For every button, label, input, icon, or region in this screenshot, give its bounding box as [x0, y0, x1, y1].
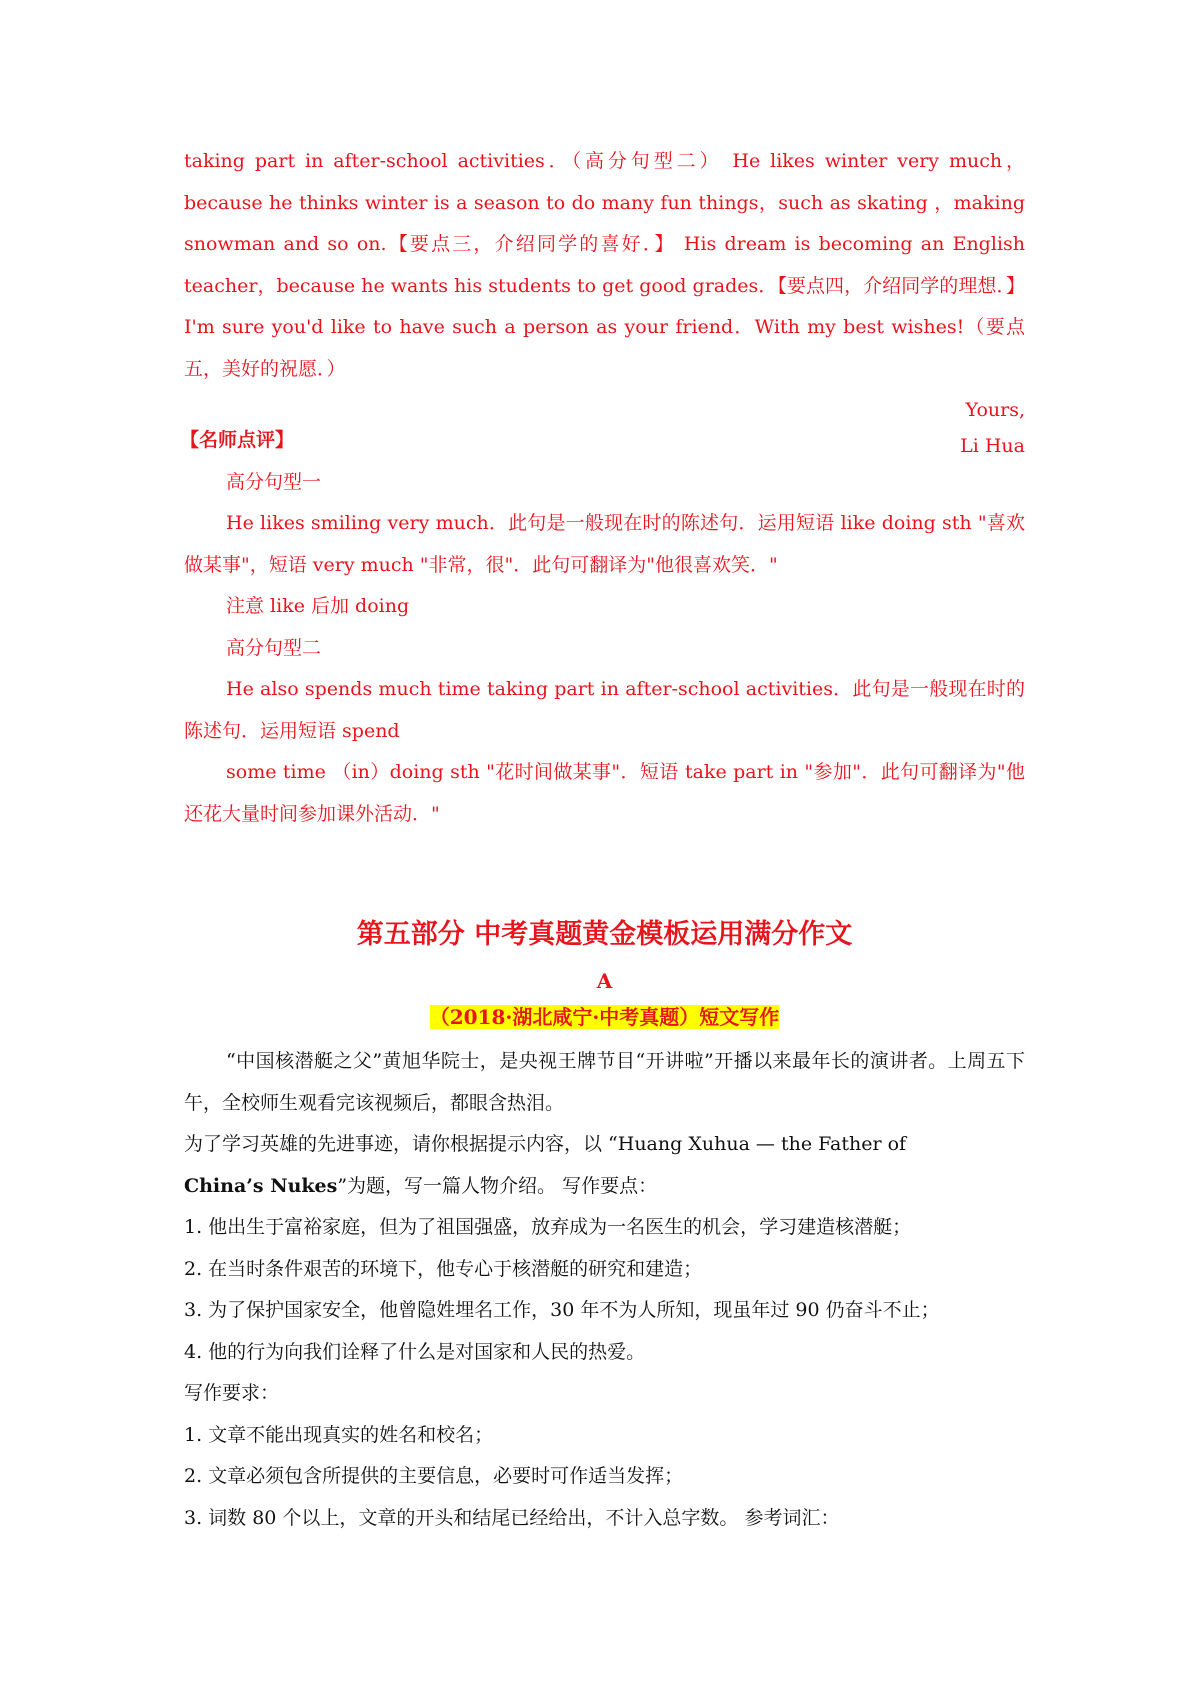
- task-prompt-bold: China’s Nukes: [184, 1174, 338, 1197]
- review-s1-label: 高分句型一: [226, 470, 322, 493]
- task-prompt-rest: ”为题，写一篇人物介绍。 写作要点：: [337, 1174, 658, 1197]
- requirement-2: 2. 文章必须包含所提供的主要信息，必要时可作适当发挥；: [184, 1465, 684, 1487]
- section-title: 第五部分 中考真题黄金模板运用满分作文: [356, 919, 853, 950]
- point-4: 4. 他的行为向我们诠释了什么是对国家和人民的热爱。: [184, 1340, 646, 1363]
- letter-block: [184, 141, 1025, 464]
- letter-closing: Yours,: [965, 399, 1025, 421]
- requirement-1: 1. 文章不能出现真实的姓名和校名；: [184, 1423, 494, 1446]
- point-3: 3. 为了保护国家安全，他曾隐姓埋名工作，30 年不为人所知，现虽年过 90 仍奋斗不止；: [184, 1299, 940, 1321]
- review-s2-cont: some time （in）doing sth "花时间做某事"．短语 take part in "参加"．此句可翻译为"他还花大量时间参加课外活动．": [184, 761, 1025, 825]
- section-source: （2018·湖北咸宁·中考真题）短文写作: [429, 1005, 780, 1029]
- review-s2-text: He also spends much time taking part in after-school activities．此句是一般现在时的陈述句．运用短语 spend: [184, 678, 1025, 742]
- review-note: 注意 like 后加 doing: [226, 595, 410, 617]
- letter-paragraph: taking part in after-school activities．（高分句型二） He likes winter very much， because he thinks winter is a season to do many fun things，such as skating ，making snowman and so on.【要点三，介绍同学的喜好．】 His dream is becoming an English teacher，because he wants his students to get good grades．【要点四，介绍同学的理想．】 I'm sure you'd like to have such a person as your friend．With my best wishes!（要点五，美好的祝愿．）: [184, 150, 1025, 380]
- requirement-3: 3. 词数 80 个以上，文章的开头和结尾已经给出，不计入总字数。 参考词汇：: [184, 1506, 840, 1529]
- point-1: 1. 他出生于富裕家庭，但为了祖国强盛，放弃成为一名医生的机会，学习建造核潜艇；: [184, 1216, 912, 1238]
- task-prompt-b: [184, 1166, 1025, 1208]
- task-prompt-a: 为了学习英雄的先进事迹，请你根据提示内容，以 “Huang Xuhua — the Father of: [184, 1133, 907, 1155]
- review-s1-text: He likes smiling very much．此句是一般现在时的陈述句．运用短语 like doing sth "喜欢做某事"，短语 very much "非常，很"．此句可翻译为"他很喜欢笑．": [184, 512, 1025, 576]
- section-header: [184, 912, 1025, 1033]
- point-2: 2. 在当时条件艰苦的环境下，他专心于核潜艇的研究和建造；: [184, 1257, 703, 1280]
- review-block: [180, 420, 1025, 835]
- review-s2-label: 高分句型二: [226, 636, 322, 659]
- requirements-label: 写作要求：: [184, 1382, 280, 1404]
- task-block: [184, 1041, 1025, 1539]
- section-letter: A: [596, 969, 613, 993]
- letter-signature: Li Hua: [960, 435, 1025, 457]
- review-heading: 【名师点评】: [180, 429, 295, 451]
- task-intro: “中国核潜艇之父”黄旭华院士，是央视王牌节目“开讲啦”开播以来最年长的演讲者。上周五下午，全校师生观看完该视频后，都眼含热泪。: [184, 1050, 1025, 1114]
